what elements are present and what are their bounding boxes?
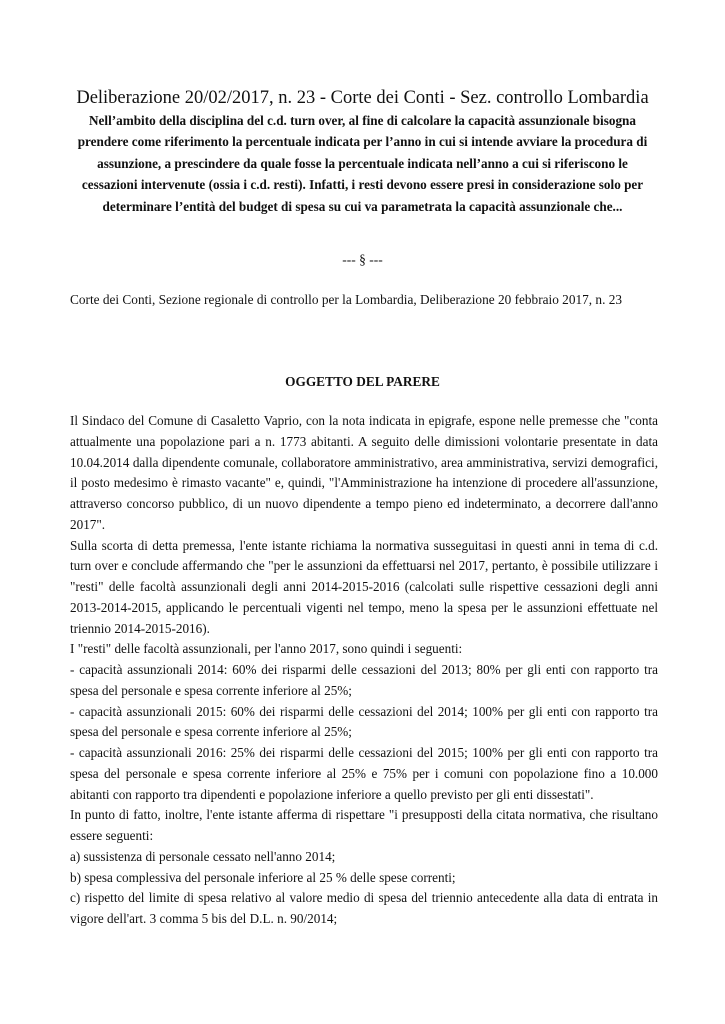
list-item: - capacità assunzionali 2015: 60% dei risparmi delle cessazioni del 2014; 100% per gli enti con rapporto tra spesa del personale e spesa corrente inferiore al 25%; [70,703,658,740]
list-item: a) sussistenza di personale cessato nell'anno 2014; [70,848,336,864]
section-separator: --- § --- [342,252,383,267]
document-title: Deliberazione 20/02/2017, n. 23 - Corte dei Conti - Sez. controllo Lombardia [76,88,649,108]
list-item: - capacità assunzionali 2014: 60% dei risparmi delle cessazioni del 2013; 80% per gli enti con rapporto tra spesa del personale e spesa corrente inferiore al 25%; [70,662,658,698]
source-citation: Corte dei Conti, Sezione regionale di controllo per la Lombardia, Deliberazione 20 febbraio 2017, n. 23 [70,292,623,307]
list-item: - capacità assunzionali 2016: 25% dei risparmi delle cessazioni del 2015; 100% per gli enti con rapporto tra spesa del personale e spesa corrente inferiore al 25% e 75% per i comuni con popolazione fino a 10.000 abitanti con rapporto tra dipendenti e popolazione inferiore a quello previsto per gli enti dissestati". [70,745,658,802]
paragraph: In punto di fatto, inoltre, l'ente istante afferma di rispettare "i presupposti della citata normativa, che risultano essere seguenti: [70,807,658,843]
section-heading: OGGETTO DEL PARERE [285,374,440,389]
list-item: c) rispetto del limite di spesa relativo al valore medio di spesa del triennio antecedente alla data di entrata in vigore dell'art. 3 comma 5 bis del D.L. n. 90/2014; [70,890,658,926]
document-abstract: Nell’ambito della disciplina del c.d. turn over, al fine di calcolare la capacità assunzionale bisogna prendere come riferimento la percentuale indicata per l’anno in cui si intende avviare la procedura di assunzione, a prescindere da quale fosse la percentuale indicata nell’anno a cui si riferiscono le cessazioni intervenute (ossia i c.d. resti). Infatti, i resti devono essere presi in considerazione solo per determinare l’entità del budget di spesa su cui va parametrata la capacità assunzionale che... [77,113,648,214]
list-item: b) spesa complessiva del personale inferiore al 25 % delle spese correnti; [70,869,456,885]
paragraph: I "resti" delle facoltà assunzionali, per l'anno 2017, sono quindi i seguenti: [70,641,463,657]
paragraph: Il Sindaco del Comune di Casaletto Vaprio, con la nota indicata in epigrafe, espone nelle premesse che "conta attualmente una popolazione pari a n. 1773 abitanti. A seguito delle dimissioni volontarie presentate in data 10.04.2014 dalla dipendente comunale, collaboratore amministrativo, area amministrativa, servizi demografici, il posto medesimo è rimasto vacante" e, quindi, "l'Amministrazione ha intenzione di procedere all'assunzione, attraverso concorso pubblico, di un nuovo dipendente a tempo pieno ed indeterminato, a decorrere dall'anno 2017". [70,413,658,532]
document-body [70,411,658,930]
paragraph: Sulla scorta di detta premessa, l'ente istante richiama la normativa susseguitasi in questi anni in tema di c.d. turn over e conclude affermando che "per le assunzioni da effettuarsi nel 2017, pertanto, è possibile utilizzare i "resti" delle facoltà assunzionali degli anni 2014-2015-2016 (calcolati sulle rispettive cessazioni degli anni 2013-2014-2015, applicando le percentuali vigenti nel tempo, meno la spesa per le assunzioni effettuate nel triennio 2014-2015-2016). [70,537,658,636]
